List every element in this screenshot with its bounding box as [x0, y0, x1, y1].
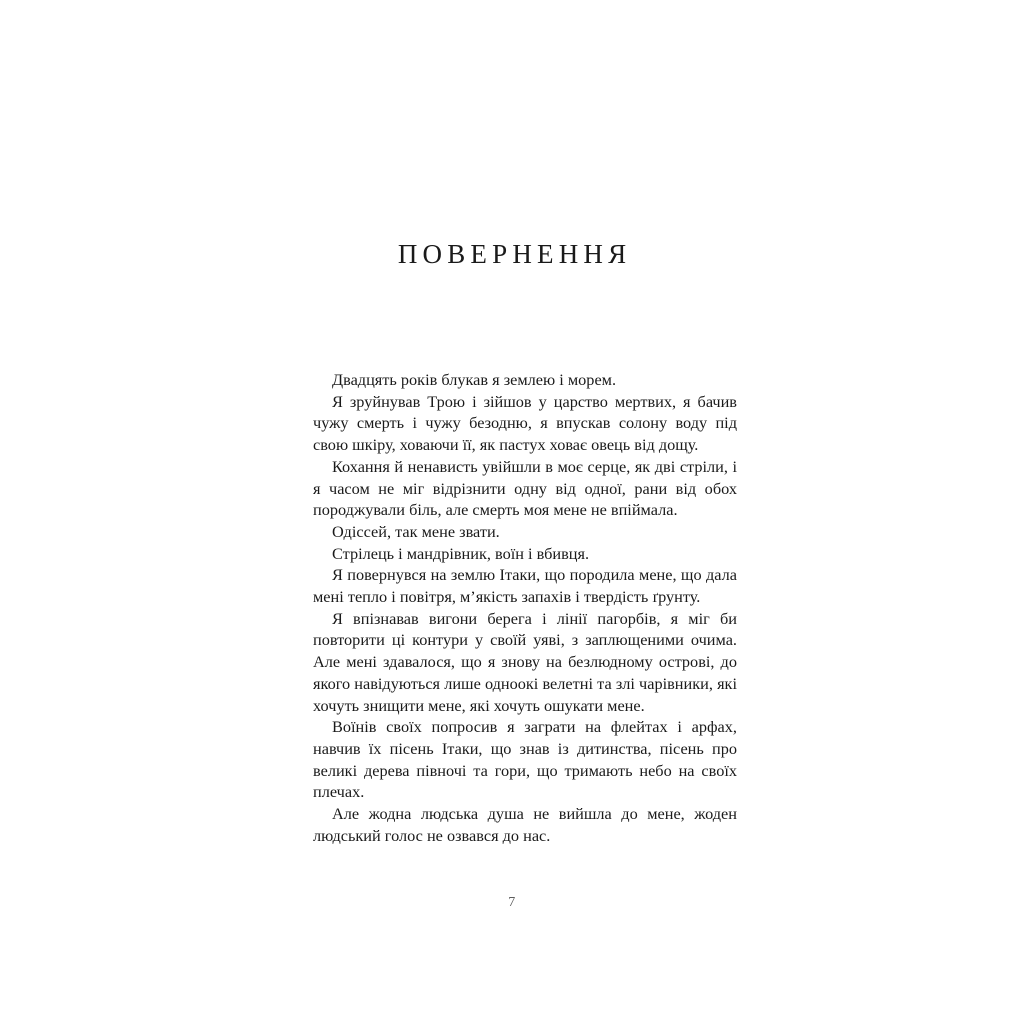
- page-title: ПОВЕРНЕННЯ: [397, 239, 632, 270]
- paragraph: Я впізнавав вигони берега і лінії пагорбів, я міг би повторити ці контури у своїй уяві, з заплющеними очима. Але мені здавалося, що я знову на безлюдному острові, до якого навідуються лише одноокі велетні та злі чарівники, які хочуть знищити мене, які хочуть ошукати мене.: [313, 608, 737, 715]
- paragraph: Одіссей, так мене звати.: [332, 521, 500, 541]
- paragraph: Двадцять років блукав я землею і морем.: [332, 370, 617, 389]
- page-number: 7: [508, 895, 516, 910]
- paragraph: Воїнів своїх попросив я заграти на флейтах і арфах, навчив їх пісень Ітаки, що знав із дитинства, пісень про великі дерева півночі та гори, що тримають небо на своїх плечах.: [313, 717, 737, 802]
- paragraph: Я зруйнував Трою і зійшов у царство мертвих, я бачив чужу смерть і чужу безодню, я впускав солону воду під свою шкіру, ховаючи її, як пастух ховає овець від дощу.: [313, 391, 737, 455]
- paragraph: Я повернувся на землю Ітаки, що породила мене, що дала мені тепло і повітря, м’якість запахів і твердість ґрунту.: [313, 565, 737, 607]
- paragraph: Кохання й ненависть увійшли в моє серце, як дві стріли, і я часом не міг відрізнити одну від одної, рани від обох породжували біль, але смерть моя мене не впіймала.: [313, 456, 737, 520]
- paragraph: Стрілець і мандрівник, воїн і вбивця.: [332, 543, 590, 563]
- body-text: [313, 369, 737, 846]
- paragraph: Але жодна людська душа не вийшла до мене, жоден людський голос не озвався до нас.: [313, 804, 737, 845]
